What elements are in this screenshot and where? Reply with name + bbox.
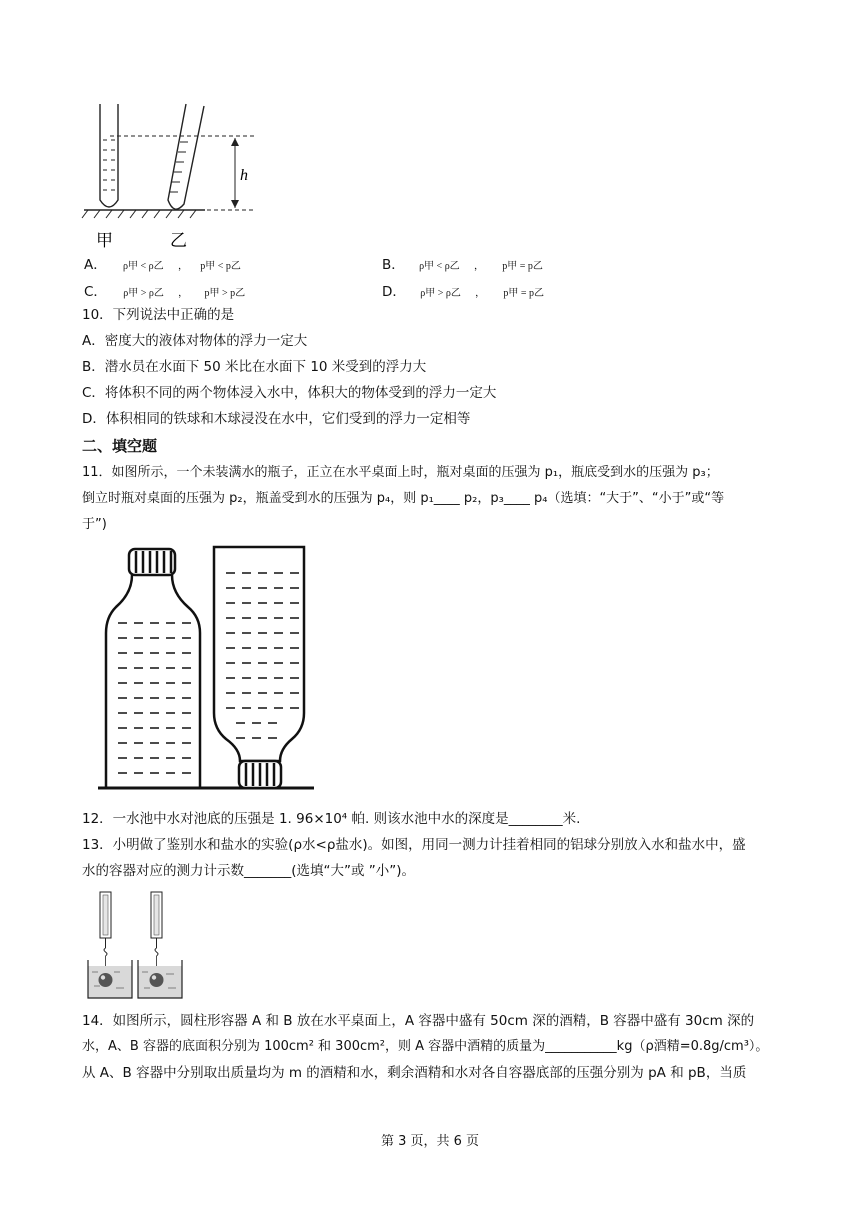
option-separator: ， [177,261,188,272]
option-separator: ， [178,288,189,299]
q14-line-1: 14．如图所示，圆柱形容器 A 和 B 放在水平桌面上，A 容器中盛有 50cm 深的酒精，B 容器中盛有 30cm 深的 [82,1013,755,1029]
option-rho-relation: ρ甲 < ρ乙 [419,261,460,272]
option-p-relation: p甲 < p乙 [200,261,241,272]
option-rho-relation: ρ甲 < ρ乙 [123,261,164,272]
q10-stem: 10．下列说法中正确的是 [82,307,235,323]
option-separator: ， [475,288,486,299]
option-p-relation: p甲 = p乙 [503,288,545,299]
option-p-relation: p甲 = p乙 [502,261,543,272]
q9-yi-label: 乙 [170,231,187,251]
option-separator: ， [473,261,484,272]
q9-test-tube-figure [80,100,280,252]
q9-option-c[interactable] [84,283,245,303]
q10-option-b[interactable]: B．潜水员在水面下 50 米比在水面下 10 米受到的浮力大 [82,359,427,375]
section-title: 二、填空题 [82,437,158,455]
q11-line-3: 于”) [82,517,107,532]
q10-option-c[interactable]: C．将体积不同的两个物体浸入水中，体积大的物体受到的浮力一定大 [82,385,497,401]
page-footer: 第 3 页，共 6 页 [380,1134,480,1149]
option-letter: B． [382,257,405,273]
q13-line-2: 水的容器对应的测力计示数_______(选填“大”或 ”小”)。 [82,863,416,879]
q11-line-1: 11．如图所示，一个未装满水的瓶子，正立在水平桌面上时，瓶对桌面的压强为 p₁，瓶底受到水的压强为 p₃； [82,465,719,480]
q10-option-a[interactable]: A．密度大的液体对物体的浮力一定大 [82,333,308,349]
option-rho-relation: ρ甲 > ρ乙 [123,288,164,299]
q13-spring-scale-figure [86,890,186,1002]
option-letter: C． [84,284,107,300]
q12-text: 12．一水池中水对池底的压强是 1. 96×10⁴ 帕. 则该水池中水的深度是________米. [82,811,581,827]
q14-line-3: 从 A、B 容器中分别取出质量均为 m 的酒精和水，剩余酒精和水对各自容器底部的压强分别为 pA 和 pB，当质 [82,1065,747,1081]
option-p-relation: p甲 > p乙 [204,288,246,299]
option-letter: D． [382,284,406,300]
q10-option-d[interactable]: D．体积相同的铁球和木球浸没在水中，它们受到的浮力一定相等 [82,411,471,427]
q11-bottle-figure [96,543,316,791]
q13-line-1: 13．小明做了鉴别水和盐水的实验(ρ水<ρ盐水)。如图，用同一测力计挂着相同的铝球分别放入水和盐水中，盛 [82,837,746,853]
q9-option-b[interactable] [382,256,543,276]
q11-line-2: 倒立时瓶对桌面的压强为 p₂，瓶盖受到水的压强为 p₄，则 p₁____ p₂，p₃____ p₄（选填：“大于”、“小于”或“等 [82,491,725,506]
q9-h-label: h [240,167,248,184]
q9-option-d[interactable] [382,283,544,303]
q14-line-2: 水，A、B 容器的底面积分别为 100cm² 和 300cm²，则 A 容器中酒精的质量为___________kg（ρ酒精=0.8g/cm³）。 [82,1039,769,1054]
q9-option-a[interactable] [84,256,241,276]
q9-jia-label: 甲 [96,231,113,251]
option-letter: A． [84,257,107,273]
option-rho-relation: ρ甲 > ρ乙 [420,288,461,299]
